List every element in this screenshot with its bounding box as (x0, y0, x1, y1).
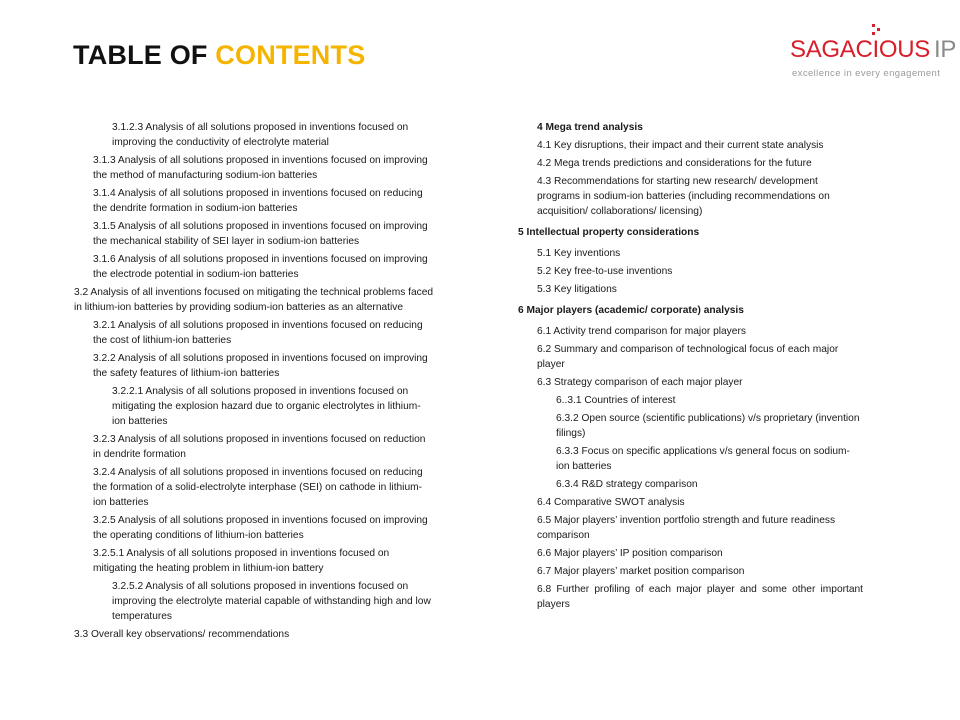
toc-item: 5.3 Key litigations (537, 284, 617, 295)
toc-item: 3.2.1 Analysis of all solutions proposed in inventions focused on reducing the cost of lithium-ion batteries (93, 320, 423, 346)
toc-item: 3.1.3 Analysis of all solutions proposed in inventions focused on improving the method of manufacturing sodium-ion batteries (93, 155, 428, 181)
toc-section-heading: 4 Mega trend analysis (537, 122, 643, 133)
toc-item: 6.7 Major players’ market position comparison (537, 566, 745, 577)
page-title (73, 40, 365, 71)
title-part-2: CONTENTS (215, 40, 366, 70)
toc-right-column (518, 120, 863, 615)
toc-item: 5.1 Key inventions (537, 248, 621, 259)
toc-item: 3.2.5.2 Analysis of all solutions proposed in inventions focused on improving the electrolyte material capable of withstanding high and low temperatures (112, 581, 431, 622)
toc-item: 6.6 Major players’ IP position comparison (537, 548, 723, 559)
toc-item: 6.8 Further profiling of each major player and some other important players (537, 584, 863, 610)
toc-item: 3.1.4 Analysis of all solutions proposed in inventions focused on reducing the dendrite formation in sodium-ion batteries (93, 188, 423, 214)
toc-section-heading: 5 Intellectual property considerations (518, 227, 700, 238)
toc-item: 6.1 Activity trend comparison for major players (537, 326, 746, 337)
toc-item: 3.2.5.1 Analysis of all solutions proposed in inventions focused on mitigating the heating problem in lithium-ion battery (93, 548, 390, 574)
logo-tagline: excellence in every engagement (792, 68, 941, 79)
toc-item: 3.2 Analysis of all inventions focused on mitigating the technical problems faced in lithium-ion batteries by providing sodium-ion batteries as an alternative (74, 287, 434, 313)
toc-item: 3.2.3 Analysis of all solutions proposed in inventions focused on reduction in dendrite formation (93, 434, 426, 460)
company-logo (790, 24, 957, 84)
toc-item: 6.3 Strategy comparison of each major player (537, 377, 743, 388)
toc-item: 6.5 Major players’ invention portfolio strength and future readiness comparison (537, 515, 836, 541)
toc-item: 3.2.5 Analysis of all solutions proposed in inventions focused on improving the operating conditions of lithium-ion batteries (93, 515, 428, 541)
toc-item: 5.2 Key free-to-use inventions (537, 266, 673, 277)
toc-section-heading: 6 Major players (academic/ corporate) analysis (518, 305, 744, 316)
logo-ip: IP (934, 36, 957, 63)
title-part-1: TABLE OF (73, 40, 208, 70)
toc-item: 3.1.5 Analysis of all solutions proposed in inventions focused on improving the mechanical stability of SEI layer in sodium-ion batteries (93, 221, 428, 247)
toc-item: 6.3.2 Open source (scientific publications) v/s proprietary (invention filings) (556, 413, 860, 439)
toc-item: 3.1.2.3 Analysis of all solutions proposed in inventions focused on improving the conductivity of electrolyte material (112, 122, 409, 148)
toc-item: 3.2.2 Analysis of all solutions proposed in inventions focused on improving the safety features of lithium-ion batteries (93, 353, 428, 379)
toc-item: 6.3.4 R&D strategy comparison (556, 479, 698, 490)
toc-item: 4.3 Recommendations for starting new research/ development programs in sodium-ion batteries (including recommendations on acquisition/ collaborations/ licensing) (537, 176, 830, 217)
logo-brand: SAGACIOUS (790, 36, 930, 63)
toc-item: 3.2.4 Analysis of all solutions proposed in inventions focused on reducing the formation of a solid-electrolyte interphase (SEI) on cathode in lithium-ion batteries (93, 467, 423, 508)
toc-left-column (74, 120, 434, 645)
toc-item: 6.3.3 Focus on specific applications v/s general focus on sodium-ion batteries (556, 446, 850, 472)
toc-item: 4.2 Mega trends predictions and considerations for the future (537, 158, 812, 169)
toc-item: 3.1.6 Analysis of all solutions proposed in inventions focused on improving the electrode potential in sodium-ion batteries (93, 254, 428, 280)
toc-item: 6.2 Summary and comparison of technological focus of each major player (537, 344, 839, 370)
logo-dots-icon (872, 24, 882, 34)
toc-item: 3.2.2.1 Analysis of all solutions proposed in inventions focused on mitigating the explosion hazard due to organic electrolytes in lithium-ion batteries (112, 386, 421, 427)
logo-wordmark (790, 36, 956, 64)
toc-item: 6.4 Comparative SWOT analysis (537, 497, 685, 508)
toc-item: 3.3 Overall key observations/ recommendations (74, 629, 290, 640)
toc-item: 4.1 Key disruptions, their impact and their current state analysis (537, 140, 824, 151)
toc-item: 6..3.1 Countries of interest (556, 395, 676, 406)
